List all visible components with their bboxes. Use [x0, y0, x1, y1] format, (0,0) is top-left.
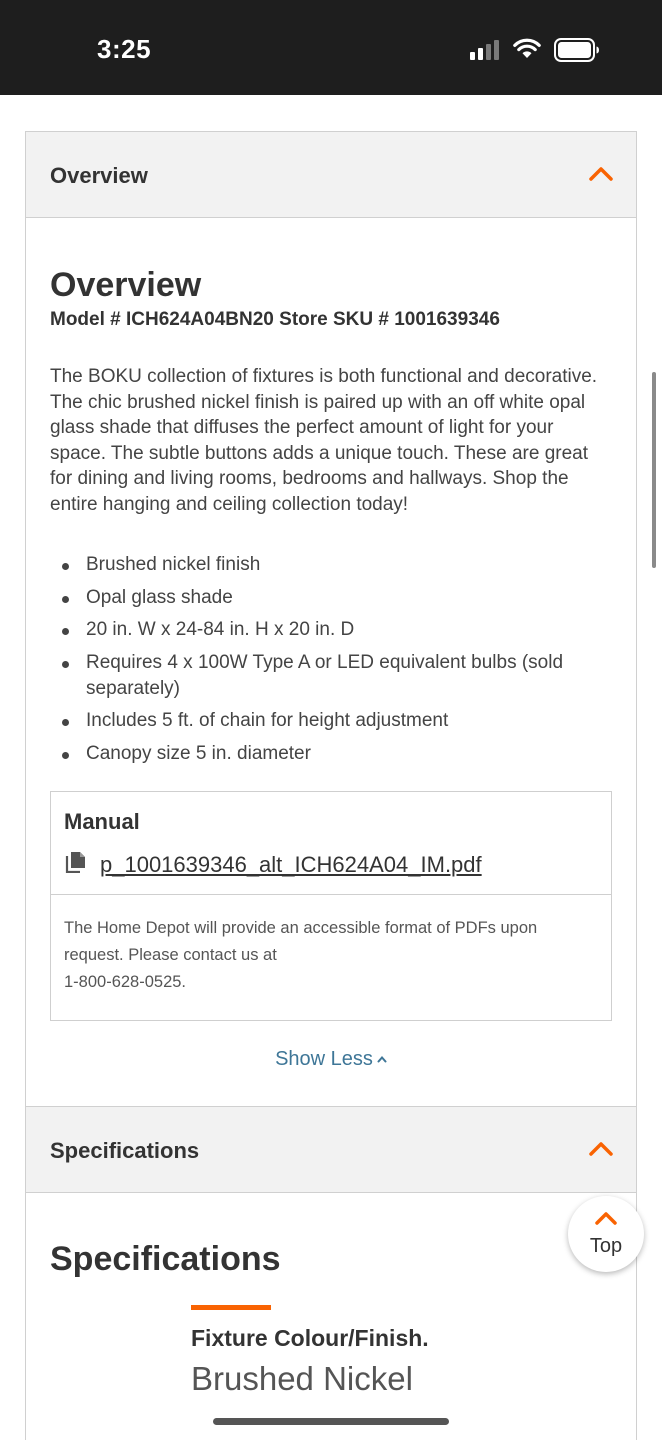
overview-accordion-header[interactable] [26, 132, 636, 218]
manual-pdf-link[interactable]: p_1001639346_alt_ICH624A04_IM.pdf [100, 852, 482, 877]
feature-item: Includes 5 ft. of chain for height adjustment [50, 708, 610, 734]
overview-title: Overview [50, 266, 202, 304]
manual-box [50, 791, 612, 1021]
overview-header-label: Overview [50, 163, 148, 188]
caret-up-icon [377, 1055, 387, 1063]
specifications-header-label: Specifications [50, 1138, 200, 1163]
feature-item: Opal glass shade [50, 585, 610, 611]
home-indicator[interactable] [213, 1418, 449, 1425]
manual-note-line: The Home Depot will provide an accessible format of PDFs upon [64, 919, 538, 937]
feature-list [50, 552, 610, 773]
manual-note-line: request. Please contact us at [64, 946, 277, 964]
battery-icon [554, 38, 600, 62]
chevron-up-icon [593, 1208, 619, 1226]
back-to-top-button[interactable] [568, 1196, 644, 1272]
specifications-panel [25, 1106, 637, 1440]
specifications-title: Specifications [50, 1240, 281, 1278]
spec-label: Fixture Colour/Finish. [191, 1325, 429, 1351]
wifi-icon [513, 38, 541, 60]
page-scrollbar[interactable] [652, 372, 656, 568]
manual-note-phone[interactable]: 1-800-628-0525. [64, 973, 187, 991]
back-to-top-label: Top [589, 1235, 623, 1257]
specifications-accordion-header[interactable] [26, 1107, 636, 1193]
feature-item: Brushed nickel finish [50, 552, 610, 578]
manual-header [51, 792, 611, 895]
status-time: 3:25 [97, 34, 152, 64]
chevron-up-icon[interactable] [588, 1139, 614, 1157]
document-icon [65, 851, 87, 873]
status-bar [0, 0, 662, 95]
manual-accessibility-note [64, 915, 604, 996]
spec-value: Brushed Nickel [191, 1360, 413, 1397]
model-sku-line: Model # ICH624A04BN20 Store SKU # 1001639346 [50, 309, 500, 330]
feature-item: 20 in. W x 24-84 in. H x 20 in. D [50, 617, 610, 643]
overview-panel [25, 131, 637, 1106]
product-description: The BOKU collection of fixtures is both functional and decorative. The chic brushed nickel finish is paired up with an off white opal glass shade that diffuses the perfect amount of light for your space. The subtle buttons adds a unique touch. These are great for dining and living rooms, bedrooms and hallways. Shop the entire hanging and ceiling collection today! [50, 366, 598, 515]
feature-item: Canopy size 5 in. diameter [50, 741, 610, 767]
spec-accent-bar [191, 1305, 271, 1310]
chevron-up-icon[interactable] [588, 164, 614, 182]
signal-icon [470, 40, 502, 60]
feature-item: Requires 4 x 100W Type A or LED equivalent bulbs (sold separately) [50, 650, 610, 702]
show-less-label: Show Less [275, 1048, 373, 1070]
show-less-button[interactable] [26, 1048, 636, 1071]
manual-title: Manual [64, 809, 140, 834]
